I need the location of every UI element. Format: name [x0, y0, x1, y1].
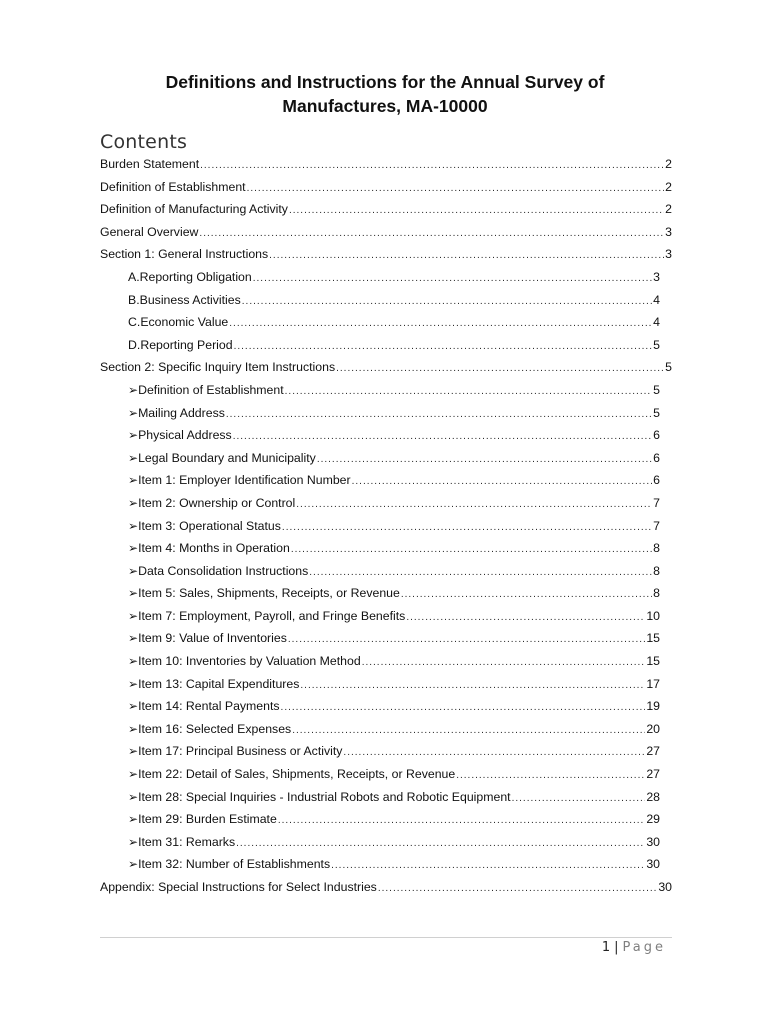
- toc-entry-page: 15: [646, 631, 660, 646]
- arrow-bullet-icon: ➢: [128, 631, 139, 646]
- toc-entry-prefix: B.: [128, 292, 140, 307]
- toc-entry[interactable]: [128, 564, 660, 587]
- toc-entry-page: 8: [653, 541, 660, 556]
- toc-entry[interactable]: [100, 360, 672, 383]
- arrow-bullet-icon: ➢: [128, 699, 139, 714]
- toc-entry[interactable]: [128, 293, 660, 316]
- toc-entry-label: Section 1: General Instructions: [100, 247, 269, 262]
- toc-entry-page: 3: [653, 269, 660, 284]
- toc-dot-leader: [288, 634, 645, 645]
- arrow-bullet-icon: ➢: [128, 767, 139, 782]
- footer-divider: [100, 937, 672, 938]
- toc-entry-page: 3: [665, 247, 672, 262]
- toc-entry[interactable]: [128, 812, 660, 835]
- toc-entry-label: Physical Address: [138, 428, 232, 443]
- toc-entry[interactable]: [100, 180, 672, 203]
- toc-entry-page: 6: [653, 428, 660, 443]
- footer-separator: |: [614, 940, 619, 955]
- toc-entry[interactable]: [128, 406, 660, 429]
- toc-dot-leader: [242, 296, 652, 307]
- toc-dot-leader: [291, 544, 652, 555]
- toc-dot-leader: [292, 725, 645, 736]
- toc-entry-page: 5: [653, 337, 660, 352]
- toc-dot-leader: [317, 454, 652, 465]
- contents-heading: Contents: [100, 131, 188, 153]
- toc-entry-page: 4: [653, 315, 660, 330]
- toc-entry-label: Data Consolidation Instructions: [138, 563, 309, 578]
- toc-dot-leader: [285, 386, 653, 397]
- toc-entry[interactable]: [128, 315, 660, 338]
- toc-entry-page: 5: [665, 360, 672, 375]
- arrow-bullet-icon: ➢: [128, 495, 139, 510]
- toc-dot-leader: [253, 273, 652, 284]
- toc-entry-page: 30: [646, 857, 660, 872]
- toc-entry[interactable]: [128, 857, 660, 880]
- toc-entry-page: 17: [646, 676, 660, 691]
- toc-entry[interactable]: [128, 428, 660, 451]
- toc-entry-page: 5: [653, 382, 660, 397]
- page-footer: [602, 940, 666, 955]
- toc-entry-label: Reporting Obligation: [139, 269, 252, 284]
- toc-dot-leader: [233, 431, 652, 442]
- toc-entry-page: 2: [665, 202, 672, 217]
- toc-entry-page: 8: [653, 586, 660, 601]
- toc-entry-label: Item 2: Ownership or Control: [138, 495, 296, 510]
- toc-entry-page: 6: [653, 450, 660, 465]
- toc-dot-leader: [234, 341, 653, 352]
- toc-entry-label: Item 17: Principal Business or Activity: [138, 744, 343, 759]
- toc-entry-label: Economic Value: [140, 315, 229, 330]
- toc-entry[interactable]: [128, 767, 660, 790]
- arrow-bullet-icon: ➢: [128, 428, 139, 443]
- toc-dot-leader: [282, 522, 652, 533]
- toc-entry[interactable]: [128, 677, 660, 700]
- toc-entry-label: Item 4: Months in Operation: [138, 541, 290, 556]
- toc-entry-page: 8: [653, 563, 660, 578]
- toc-entry[interactable]: [100, 225, 672, 248]
- toc-dot-leader: [200, 160, 664, 171]
- arrow-bullet-icon: ➢: [128, 541, 139, 556]
- toc-entry[interactable]: [128, 541, 660, 564]
- arrow-bullet-icon: ➢: [128, 586, 139, 601]
- toc-dot-leader: [278, 815, 646, 826]
- toc-entry-page: 2: [665, 179, 672, 194]
- toc-entry[interactable]: [100, 157, 672, 180]
- arrow-bullet-icon: ➢: [128, 812, 139, 827]
- toc-entry-page: 19: [646, 699, 660, 714]
- toc-dot-leader: [352, 476, 653, 487]
- toc-entry-label: Definition of Establishment: [138, 382, 284, 397]
- toc-entry-label: Burden Statement: [100, 157, 200, 171]
- toc-entry[interactable]: [128, 586, 660, 609]
- toc-entry[interactable]: [100, 247, 672, 270]
- toc-dot-leader: [406, 612, 645, 623]
- toc-dot-leader: [309, 567, 652, 578]
- toc-entry-page: 28: [646, 789, 660, 804]
- toc-entry-label: Item 3: Operational Status: [138, 518, 281, 533]
- arrow-bullet-icon: ➢: [128, 563, 139, 578]
- toc-entry-page: 2: [665, 157, 672, 171]
- arrow-bullet-icon: ➢: [128, 789, 139, 804]
- table-of-contents: [100, 157, 672, 903]
- toc-entry-prefix: D.: [128, 337, 141, 352]
- arrow-bullet-icon: ➢: [128, 473, 139, 488]
- toc-entry-page: 30: [646, 834, 660, 849]
- toc-entry[interactable]: [128, 496, 660, 519]
- toc-entry[interactable]: [128, 631, 660, 654]
- toc-entry-label: Definition of Establishment: [100, 179, 246, 194]
- toc-dot-leader: [269, 250, 664, 261]
- toc-entry-page: 20: [646, 721, 660, 736]
- toc-dot-leader: [199, 228, 664, 239]
- toc-entry[interactable]: [100, 880, 672, 903]
- toc-entry[interactable]: [128, 699, 660, 722]
- toc-dot-leader: [401, 589, 652, 600]
- arrow-bullet-icon: ➢: [128, 654, 139, 669]
- toc-entry-label: Item 29: Burden Estimate: [138, 812, 277, 827]
- toc-entry-page: 27: [646, 744, 660, 759]
- toc-dot-leader: [236, 838, 645, 849]
- toc-entry-label: Item 10: Inventories by Valuation Method: [138, 654, 361, 669]
- toc-entry-label: Reporting Period: [140, 337, 233, 352]
- toc-entry[interactable]: [128, 722, 660, 745]
- toc-dot-leader: [247, 183, 665, 194]
- arrow-bullet-icon: ➢: [128, 834, 139, 849]
- toc-dot-leader: [289, 205, 664, 216]
- toc-entry-label: Section 2: Specific Inquiry Item Instructions: [100, 360, 336, 375]
- document-title: [100, 70, 670, 118]
- arrow-bullet-icon: ➢: [128, 518, 139, 533]
- toc-entry[interactable]: [128, 338, 660, 361]
- toc-dot-leader: [512, 793, 646, 804]
- toc-entry-page: 5: [653, 405, 660, 420]
- toc-entry[interactable]: [128, 790, 660, 813]
- toc-dot-leader: [362, 657, 646, 668]
- toc-dot-leader: [378, 883, 657, 894]
- toc-entry-label: Item 5: Sales, Shipments, Receipts, or Revenue: [138, 586, 400, 601]
- toc-dot-leader: [229, 318, 652, 329]
- toc-dot-leader: [281, 702, 646, 713]
- footer-page-number: 1: [601, 940, 611, 955]
- toc-entry-prefix: C.: [128, 315, 141, 330]
- toc-entry-page: 3: [665, 224, 672, 239]
- arrow-bullet-icon: ➢: [128, 405, 139, 420]
- toc-dot-leader: [296, 499, 652, 510]
- toc-entry-label: Item 28: Special Inquiries - Industrial Robots and Robotic Equipment: [138, 789, 511, 804]
- toc-entry-page: 4: [653, 292, 660, 307]
- arrow-bullet-icon: ➢: [128, 744, 139, 759]
- toc-entry-label: General Overview: [100, 224, 199, 239]
- toc-entry-page: 29: [646, 812, 660, 827]
- toc-entry-label: Item 9: Value of Inventories: [138, 631, 287, 646]
- toc-dot-leader: [456, 770, 645, 781]
- toc-entry-label: Item 13: Capital Expenditures: [138, 676, 300, 691]
- toc-dot-leader: [331, 860, 645, 871]
- toc-dot-leader: [300, 680, 645, 691]
- toc-entry[interactable]: [128, 609, 660, 632]
- toc-entry-page: 27: [646, 767, 660, 782]
- toc-entry[interactable]: [128, 473, 660, 496]
- arrow-bullet-icon: ➢: [128, 676, 139, 691]
- toc-entry-page: 10: [646, 608, 660, 623]
- toc-entry[interactable]: [128, 383, 660, 406]
- arrow-bullet-icon: ➢: [128, 450, 139, 465]
- toc-entry-label: Item 7: Employment, Payroll, and Fringe Benefits: [138, 608, 406, 623]
- toc-entry[interactable]: [128, 451, 660, 474]
- toc-entry-page: 15: [646, 654, 660, 669]
- toc-entry-label: Item 31: Remarks: [138, 834, 236, 849]
- toc-entry[interactable]: [128, 654, 660, 677]
- arrow-bullet-icon: ➢: [128, 382, 139, 397]
- toc-entry-label: Legal Boundary and Municipality: [138, 450, 316, 465]
- arrow-bullet-icon: ➢: [128, 608, 139, 623]
- toc-dot-leader: [336, 363, 664, 374]
- toc-entry-label: Business Activities: [139, 292, 241, 307]
- toc-entry-label: Item 22: Detail of Sales, Shipments, Receipts, or Revenue: [138, 767, 456, 782]
- document-title-line-2: Manufactures, MA-10000: [282, 96, 488, 116]
- toc-entry[interactable]: [128, 519, 660, 542]
- toc-entry-page: 7: [653, 495, 660, 510]
- toc-entry-label: Item 16: Selected Expenses: [138, 721, 292, 736]
- toc-entry-page: 6: [653, 473, 660, 488]
- toc-entry-label: Item 32: Number of Establishments: [138, 857, 331, 872]
- arrow-bullet-icon: ➢: [128, 721, 139, 736]
- toc-entry[interactable]: [128, 835, 660, 858]
- toc-entry[interactable]: [128, 744, 660, 767]
- footer-page-word: Page: [622, 940, 666, 955]
- toc-entry-label: Item 14: Rental Payments: [138, 699, 280, 714]
- toc-entry-label: Mailing Address: [138, 405, 225, 420]
- toc-entry-prefix: A.: [128, 269, 140, 284]
- toc-entry-label: Appendix: Special Instructions for Select Industries: [100, 880, 377, 894]
- toc-entry-label: Definition of Manufacturing Activity: [100, 202, 288, 217]
- toc-entry-page: 7: [653, 518, 660, 533]
- arrow-bullet-icon: ➢: [128, 857, 139, 872]
- toc-dot-leader: [343, 747, 645, 758]
- toc-entry[interactable]: [100, 202, 672, 225]
- document-title-line-1: Definitions and Instructions for the Annual Survey of: [165, 72, 605, 92]
- toc-entry[interactable]: [128, 270, 660, 293]
- toc-dot-leader: [226, 409, 652, 420]
- toc-entry-page: 30: [658, 880, 672, 894]
- toc-entry-label: Item 1: Employer Identification Number: [138, 473, 351, 488]
